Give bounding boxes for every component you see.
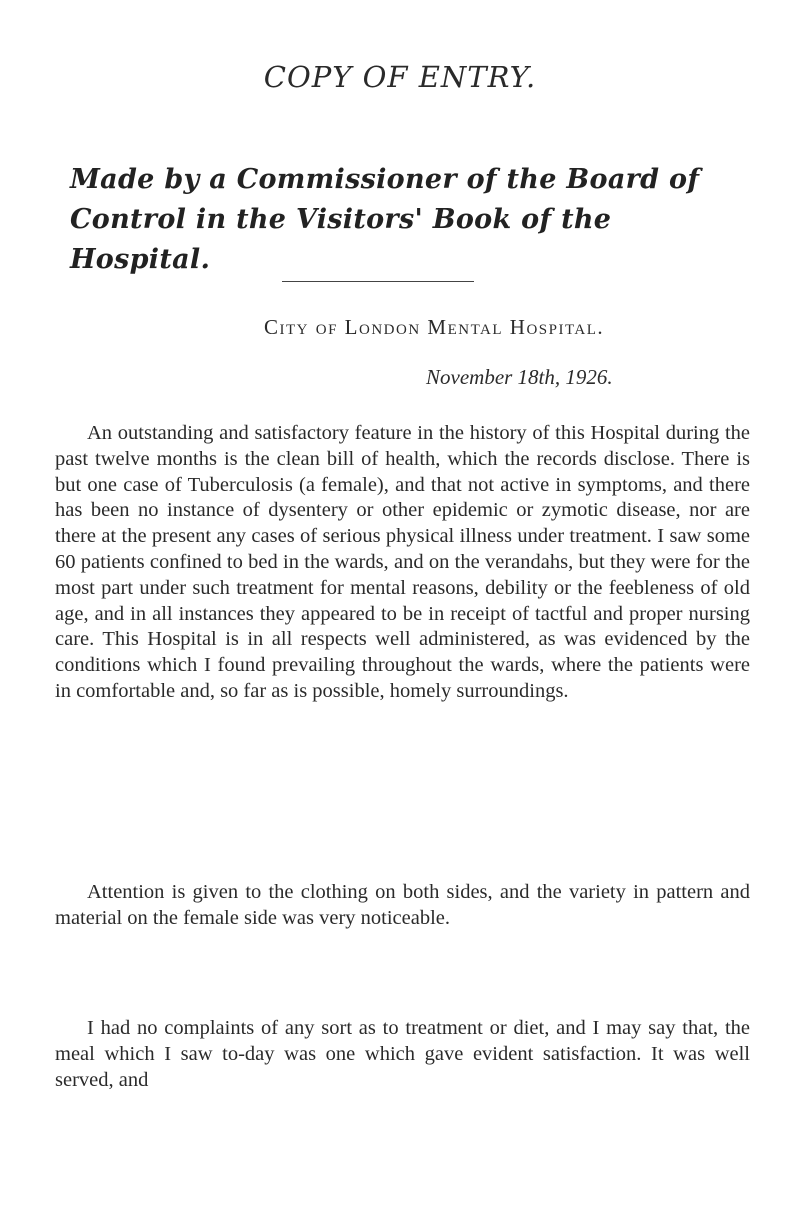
body-paragraph-2: Attention is given to the clothing on both sides, and the variety in pattern and material on the female side was very noticeable. xyxy=(55,881,750,929)
location-line: City of London Mental Hospital. xyxy=(264,315,605,339)
date-line: November 18th, 1926. xyxy=(426,365,613,389)
body-paragraph-3: I had no complaints of any sort as to treatment or diet, and I may say that, the meal which I saw to-day was one which gave evident satisfaction. It was well served, and xyxy=(55,1017,750,1091)
body-paragraph-1: An outstanding and satisfactory feature in the history of this Hospital during the past twelve months is the clean bill of health, which the records disclose. There is but one case of Tuberculosis (a female), and that not active in symptoms, and there has been no instance of dysentery or other epidemic or zymotic disease, nor are there at the present any cases of serious physical illness under treatment. I saw some 60 patients confined to bed in the wards, and on the verandahs, but they were for the most part under such treatment for mental reasons, debility or the feebleness of old age, and in all instances they appeared to be in receipt of tactful and proper nursing care. This Hospital is in all respects well administered, as was evidenced by the conditions which I found prevailing throughout the wards, where the patients were in comfortable and, so far as is possible, homely surroundings. xyxy=(55,422,750,702)
document-subheading: Made by a Commissioner of the Board of Control in the Visitors' Book of the Hospital. xyxy=(70,164,700,275)
divider-rule xyxy=(282,281,474,282)
document-heading: COPY OF ENTRY. xyxy=(263,60,537,94)
